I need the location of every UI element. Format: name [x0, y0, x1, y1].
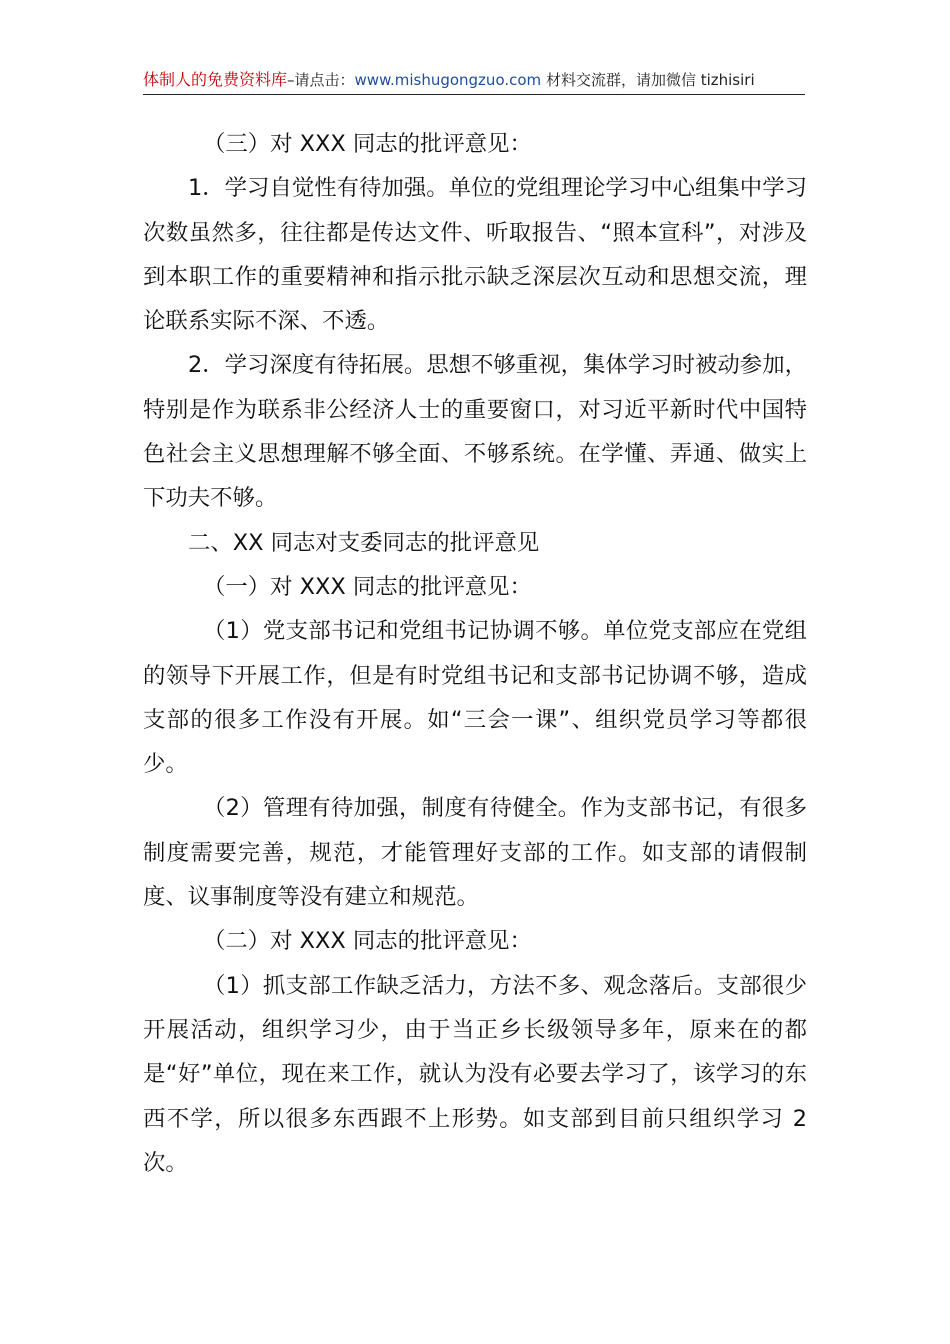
header-url-link[interactable]: www.mishugongzuo.com — [354, 71, 542, 89]
document-body — [143, 122, 807, 1185]
header-prompt: –请点击： — [287, 71, 355, 89]
section-heading: （一）对 XXX 同志的批评意见： — [203, 573, 532, 600]
body-paragraph: 1．学习自觉性有待加强。单位的党组理论学习中心组集中学习次数虽然多，往往都是传达文件、听取报告、“照本宣科”，对涉及到本职工作的重要精神和指示批示缺乏深层次互动和思想交流，理论联系实际不深、不透。 — [143, 175, 807, 335]
body-paragraph: 2．学习深度有待拓展。思想不够重视，集体学习时被动参加，特别是作为联系非公经济人士的重要窗口，对习近平新时代中国特色社会主义思想理解不够全面、不够系统。在学懂、弄通、做实上下功夫不够。 — [143, 352, 807, 512]
body-paragraph: （2）管理有待加强，制度有待健全。作为支部书记，有很多制度需要完善，规范，才能管理好支部的工作。如支部的请假制度、议事制度等没有建立和规范。 — [143, 795, 807, 911]
section-heading: 二、XX 同志对支委同志的批评意见 — [188, 529, 540, 556]
body-paragraph: （1）党支部书记和党组书记协调不够。单位党支部应在党组的领导下开展工作，但是有时党组书记和支部书记协调不够，造成支部的很多工作没有开展。如“三会一课”、组织党员学习等都很少。 — [143, 618, 807, 778]
page-header — [143, 66, 805, 95]
section-heading: （二）对 XXX 同志的批评意见： — [203, 928, 532, 955]
header-brand: 体制人的免费资料库 — [143, 70, 288, 89]
header-wechat-note: 材料交流群，请加微信 tizhisiri — [541, 71, 755, 89]
body-paragraph: （1）抓支部工作缺乏活力，方法不多、观念落后。支部很少开展活动，组织学习少，由于当正乡长级领导多年，原来在的都是“好”单位，现在来工作，就认为没有必要去学习了，该学习的东西不学，所以很多东西跟不上形势。如支部到目前只组织学习 2 次。 — [143, 972, 807, 1176]
section-heading: （三）对 XXX 同志的批评意见： — [203, 131, 532, 157]
